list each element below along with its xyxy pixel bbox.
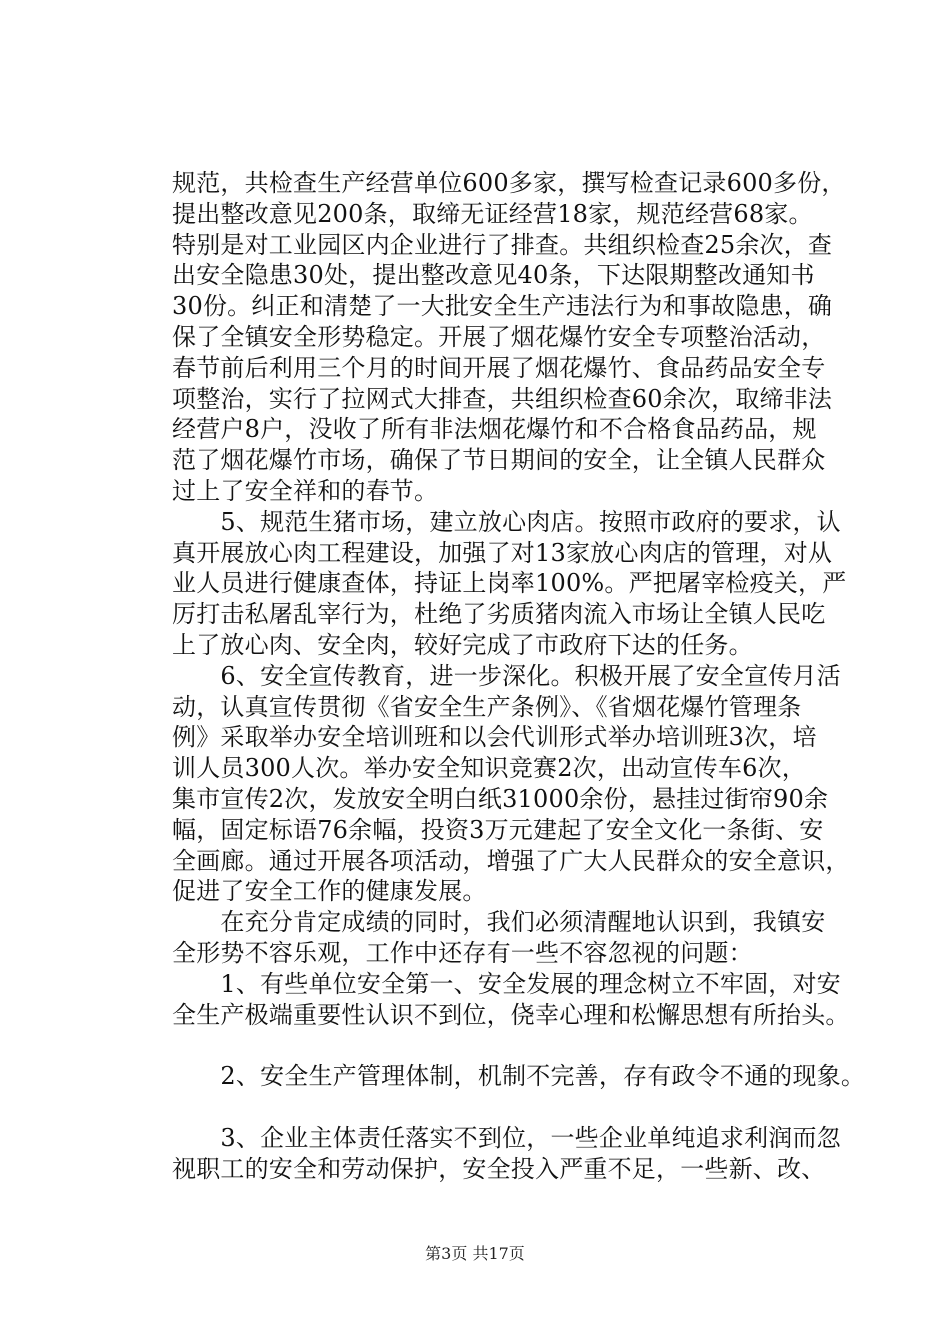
- text-line: 上了放心肉、安全肉，较好完成了市政府下达的任务。: [172, 630, 753, 659]
- text-line: 厉打击私屠乱宰行为，杜绝了劣质猪肉流入市场让全镇人民吃: [172, 600, 826, 629]
- paragraph-start-line: 在充分肯定成绩的同时，我们必须清醒地认识到，我镇安: [172, 908, 826, 937]
- blank-line: [172, 1092, 862, 1123]
- text-line: 训人员300人次。举办安全知识竞赛2次，出动宣传车6次，: [172, 754, 806, 783]
- text-line: 例》采取举办安全培训班和以会代训形式举办培训班3次，培: [172, 723, 817, 752]
- text-line: 提出整改意见200条，取缔无证经营18家，规范经营68家。: [172, 199, 813, 228]
- text-line: 项整治，实行了拉网式大排查，共组织检查60余次，取缔非法: [172, 384, 833, 413]
- text-line: 经营户8户，没收了所有非法烟花爆竹和不合格食品药品，规: [172, 415, 817, 444]
- text-line: 范了烟花爆竹市场，确保了节日期间的安全，让全镇人民群众: [172, 446, 826, 475]
- text-line: 促进了安全工作的健康发展。: [172, 877, 487, 906]
- text-line: 保了全镇安全形势稳定。开展了烟花爆竹安全专项整治活动，: [172, 322, 826, 351]
- text-line: 春节前后利用三个月的时间开展了烟花爆竹、食品药品安全专: [172, 353, 826, 382]
- text-line: 全生产极端重要性认识不到位，侥幸心理和松懈思想有所抬头。: [172, 1000, 850, 1029]
- text-line: 规范，共检查生产经营单位600多家，撰写检查记录600多份，: [172, 169, 846, 197]
- paragraph-start-line: 3、企业主体责任落实不到位，一些企业单纯追求利润而忽: [172, 1123, 841, 1152]
- text-line: 出安全隐患30处，提出整改意见40条，下达限期整改通知书: [172, 261, 815, 290]
- text-line: 全画廊。通过开展各项活动，增强了广大人民群众的安全意识，: [172, 846, 850, 875]
- page-footer: 第3页 共17页: [425, 1244, 525, 1263]
- text-line: 过上了安全祥和的春节。: [172, 476, 439, 505]
- paragraph-start-line: 6、安全宣传教育，进一步深化。积极开展了安全宣传月活: [172, 661, 841, 690]
- text-line: 业人员进行健康查体，持证上岗率100%。严把屠宰检疫关，严: [172, 569, 847, 598]
- paragraph-start-line: 5、规范生猪市场，建立放心肉店。按照市政府的要求，认: [172, 507, 841, 536]
- text-line: 视职工的安全和劳动保护，安全投入严重不足，一些新、改、: [172, 1154, 826, 1183]
- paragraph-start-line: 1、有些单位安全第一、安全发展的理念树立不牢固，对安: [172, 969, 841, 998]
- text-line: 动，认真宣传贯彻《省安全生产条例》、《省烟花爆竹管理条: [172, 692, 802, 721]
- document-body: [172, 168, 866, 1184]
- text-line: 幅，固定标语76余幅，投资3万元建起了安全文化一条街、安: [172, 815, 824, 844]
- text-line: 真开展放心肉工程建设，加强了对13家放心肉店的管理，对从: [172, 538, 833, 567]
- text-line: 特别是对工业园区内企业进行了排查。共组织检查25余次，查: [172, 230, 833, 259]
- text-line: 集市宣传2次，发放安全明白纸31000余份，悬挂过街帘90余: [172, 784, 829, 813]
- blank-line: [172, 1030, 862, 1061]
- text-line: 全形势不容乐观，工作中还存有一些不容忽视的问题：: [172, 938, 753, 967]
- paragraph-start-line: 2、安全生产管理体制，机制不完善，存有政令不通的现象。: [172, 1062, 866, 1091]
- text-line: 30份。纠正和清楚了一大批安全生产违法行为和事故隐患，确: [172, 292, 833, 321]
